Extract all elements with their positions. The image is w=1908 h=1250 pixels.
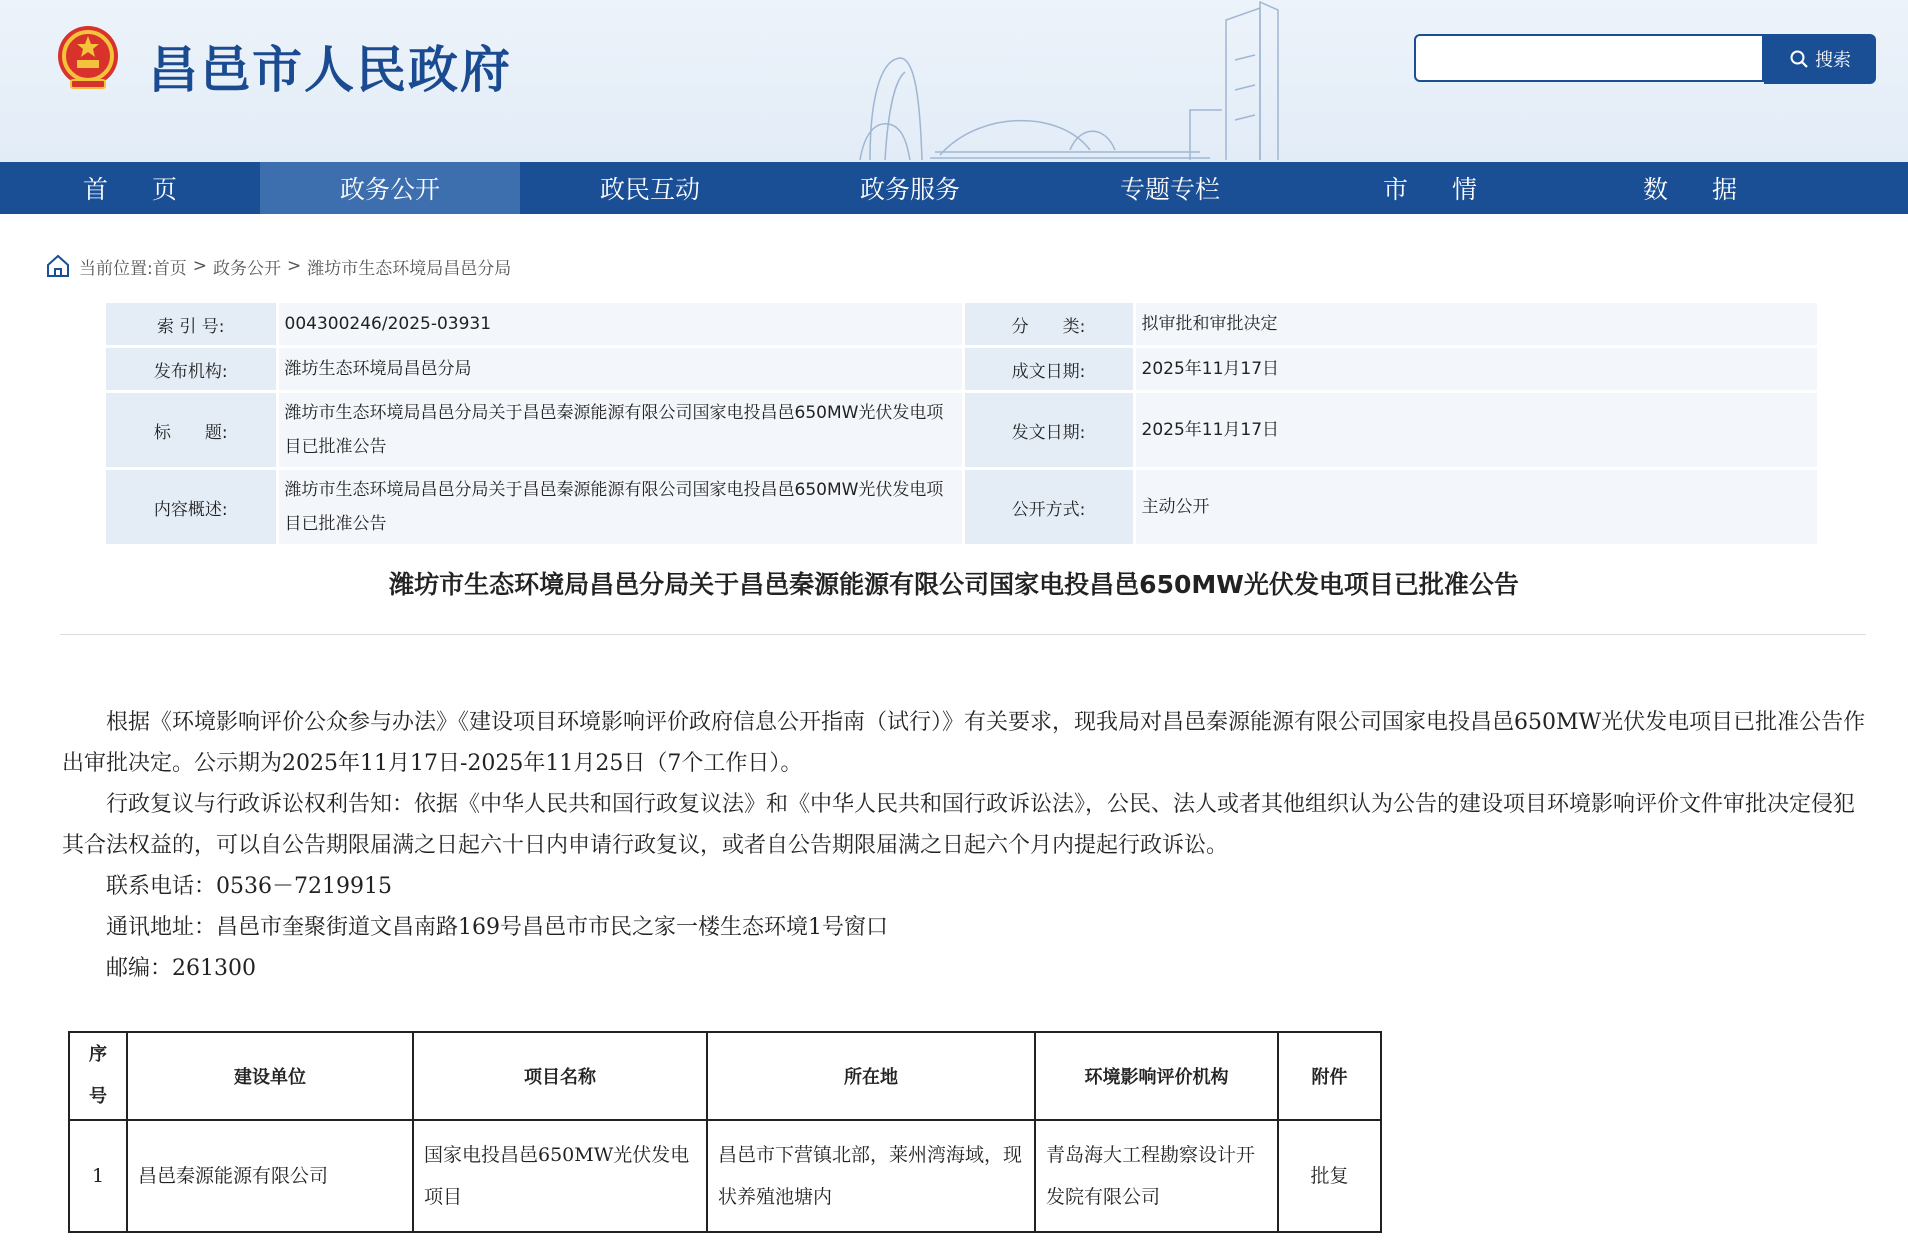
project-table: [68, 1031, 1382, 1233]
meta-value-issue-date: 2025年11月17日: [1134, 392, 1818, 469]
meta-label: 成文日期:: [963, 347, 1134, 392]
breadcrumb: [45, 251, 511, 281]
article-paragraph: 根据《环境影响评价公众参与办法》《建设项目环境影响评价政府信息公开指南（试行）》有关要求，现我局对昌邑秦源能源有限公司国家电投昌邑650MW光伏发电项目已批准公告作出审批决定。公示期为2025年11月17日-2025年11月25日（7个工作日）。: [62, 710, 1866, 776]
meta-label: 发文日期:: [963, 392, 1134, 469]
site-header: [0, 0, 1908, 162]
search-icon: [1789, 49, 1809, 69]
meta-row: [106, 303, 1818, 347]
nav-item-city-info[interactable]: 市情: [1382, 175, 1521, 204]
breadcrumb-separator: >: [286, 256, 302, 276]
postal-code: 邮编：261300: [106, 956, 256, 981]
cell-eia-agency: 青岛海大工程勘察设计开发院有限公司: [1035, 1120, 1278, 1232]
meta-label: 标 题:: [106, 392, 277, 469]
breadcrumb-separator: >: [192, 256, 207, 276]
meta-value-title: 潍坊市生态环境局昌邑分局关于昌邑秦源能源有限公司国家电投昌邑650MW光伏发电项目已批准公告: [277, 392, 963, 469]
cell-location: 昌邑市下营镇北部，莱州湾海域，现状养殖池塘内: [707, 1120, 1035, 1232]
article-body: [62, 702, 1868, 989]
search-button-label: 搜索: [1815, 50, 1851, 71]
nav-item-home[interactable]: 首页: [82, 175, 221, 204]
contact-phone: 联系电话：0536－7219915: [106, 874, 392, 899]
meta-label: 公开方式:: [963, 469, 1134, 546]
breadcrumb-prefix: 当前位置:: [79, 258, 153, 279]
meta-value-written-date: 2025年11月17日: [1134, 347, 1818, 392]
column-header-builder: 建设单位: [127, 1032, 413, 1120]
divider: [60, 634, 1866, 635]
table-header-row: [69, 1032, 1381, 1120]
site-title[interactable]: 昌邑市人民政府: [148, 41, 512, 99]
meta-label: 发布机构:: [106, 347, 277, 392]
meta-value-publisher: 潍坊生态环境局昌邑分局: [277, 347, 963, 392]
meta-label: 索 引 号:: [106, 303, 277, 347]
meta-value-disclosure: 主动公开: [1134, 469, 1818, 546]
meta-row: [106, 392, 1818, 469]
main-nav: [0, 162, 1908, 214]
national-emblem-icon: [53, 22, 123, 94]
search-button[interactable]: [1764, 34, 1876, 84]
meta-label: 内容概述:: [106, 469, 277, 546]
table-row: [69, 1120, 1381, 1232]
article-paragraph: 行政复议与行政诉讼权利告知：依据《中华人民共和国行政复议法》和《中华人民共和国行政诉讼法》，公民、法人或者其他组织认为公告的建设项目环境影响评价文件审批决定侵犯其合法权益的，可以自公告期限届满之日起六十日内申请行政复议，或者自公告期限届满之日起六个月内提起行政诉讼。: [62, 792, 1856, 858]
nav-item-topics[interactable]: 专题专栏: [1119, 175, 1220, 204]
column-header-project-name: 项目名称: [413, 1032, 707, 1120]
meta-label: 分 类:: [963, 303, 1134, 347]
cell-project-name: 国家电投昌邑650MW光伏发电项目: [413, 1120, 707, 1232]
meta-value-category: 拟审批和审批决定: [1134, 303, 1818, 347]
attachment-link[interactable]: 批复: [1278, 1120, 1381, 1232]
search-input[interactable]: [1414, 34, 1764, 82]
nav-item-interaction[interactable]: 政民互动: [599, 175, 700, 204]
meta-value-index: 004300246/2025-03931: [277, 303, 963, 347]
column-header-seq: [69, 1032, 127, 1120]
contact-address: 通讯地址：昌邑市奎聚街道文昌南路169号昌邑市市民之家一楼生态环境1号窗口: [106, 915, 888, 940]
cell-builder: 昌邑秦源能源有限公司: [127, 1120, 413, 1232]
column-header-location: 所在地: [707, 1032, 1035, 1120]
article-title: 潍坊市生态环境局昌邑分局关于昌邑秦源能源有限公司国家电投昌邑650MW光伏发电项目已批准公告: [389, 570, 1519, 599]
column-header-attachment: 附件: [1278, 1032, 1381, 1120]
breadcrumb-government-affairs[interactable]: 政务公开: [212, 258, 281, 279]
meta-value-summary: 潍坊市生态环境局昌邑分局关于昌邑秦源能源有限公司国家电投昌邑650MW光伏发电项目已批准公告: [277, 469, 963, 546]
column-header-eia-agency: 环境影响评价机构: [1035, 1032, 1278, 1120]
nav-item-data[interactable]: 数据: [1642, 175, 1781, 204]
nav-item-government-affairs[interactable]: 政务公开: [260, 162, 520, 214]
cell-seq: 1: [69, 1120, 127, 1232]
breadcrumb-home[interactable]: 首页: [152, 258, 187, 279]
meta-row: [106, 347, 1818, 392]
nav-item-services[interactable]: 政务服务: [859, 175, 960, 204]
home-icon: [45, 253, 71, 279]
column-header-label: 序号: [89, 1044, 107, 1107]
skyline-illustration: [830, 0, 1370, 162]
document-meta-table: [106, 303, 1820, 547]
meta-row: [106, 469, 1818, 546]
breadcrumb-bureau[interactable]: 潍坊市生态环境局昌邑分局: [307, 258, 512, 279]
